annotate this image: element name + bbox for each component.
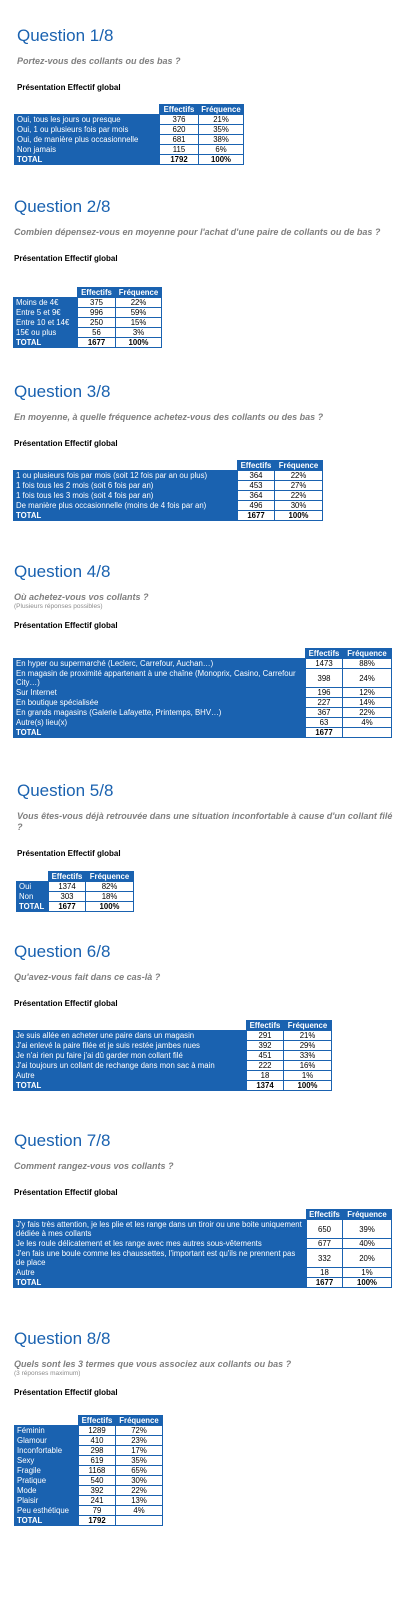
header-blank-cell xyxy=(17,872,49,882)
table-row xyxy=(15,1476,163,1486)
row-frequence: 24% xyxy=(343,669,392,688)
question-6-subtitle: Présentation Effectif global xyxy=(14,999,118,1008)
question-3-section xyxy=(14,382,394,449)
row-label: Je n'ai rien pu faire j'ai dû garder mon collant filé xyxy=(14,1051,247,1061)
question-4-note: (Plusieurs réponses possibles) xyxy=(14,603,103,610)
row-effectifs: 367 xyxy=(306,708,343,718)
row-frequence: 14% xyxy=(343,698,392,708)
row-effectifs: 451 xyxy=(247,1051,284,1061)
row-effectifs: 376 xyxy=(160,115,199,125)
row-label: Autre xyxy=(14,1268,307,1278)
header-blank-cell xyxy=(14,288,78,298)
row-frequence: 6% xyxy=(199,145,244,155)
total-label: TOTAL xyxy=(17,902,49,912)
row-frequence: 12% xyxy=(343,688,392,698)
row-effectifs: 18 xyxy=(307,1268,343,1278)
table-row xyxy=(14,718,392,728)
row-effectifs: 227 xyxy=(306,698,343,708)
question-7-title: Question 7/8 xyxy=(14,1131,111,1150)
table-total-row xyxy=(14,511,323,521)
row-label: En grands magasins (Galerie Lafayette, Printemps, BHV…) xyxy=(14,708,306,718)
question-6-table xyxy=(13,1020,332,1091)
table-header-row xyxy=(14,461,323,471)
row-frequence: 22% xyxy=(275,491,323,501)
row-frequence: 4% xyxy=(343,718,392,728)
row-label: Glamour xyxy=(15,1436,79,1446)
row-label: En boutique spécialisée xyxy=(14,698,306,708)
row-frequence: 65% xyxy=(116,1466,163,1476)
row-effectifs: 392 xyxy=(247,1041,284,1051)
row-label: Oui xyxy=(17,882,49,892)
row-effectifs: 996 xyxy=(78,308,116,318)
header-frequence: Fréquence xyxy=(275,461,323,471)
question-2-section xyxy=(14,197,394,264)
header-effectifs: Effectifs xyxy=(78,288,116,298)
row-frequence: 1% xyxy=(343,1268,392,1278)
question-4-subtitle: Présentation Effectif global xyxy=(14,621,118,630)
question-8-section xyxy=(14,1329,394,1398)
row-label: Mode xyxy=(15,1486,79,1496)
row-effectifs: 18 xyxy=(247,1071,284,1081)
total-effectifs: 1677 xyxy=(306,728,343,738)
row-label: Oui, de manière plus occasionnelle xyxy=(15,135,160,145)
row-frequence: 22% xyxy=(116,298,162,308)
row-effectifs: 241 xyxy=(79,1496,116,1506)
row-effectifs: 1168 xyxy=(79,1466,116,1476)
header-effectifs: Effectifs xyxy=(49,872,86,882)
question-8-title: Question 8/8 xyxy=(14,1329,111,1348)
table-row xyxy=(14,659,392,669)
question-6-title: Question 6/8 xyxy=(14,942,111,961)
header-frequence: Fréquence xyxy=(199,105,244,115)
table-row xyxy=(14,308,162,318)
row-effectifs: 291 xyxy=(247,1031,284,1041)
header-frequence: Fréquence xyxy=(86,872,134,882)
row-frequence: 39% xyxy=(343,1220,392,1239)
row-label: Entre 5 et 9€ xyxy=(14,308,78,318)
question-1-subtitle: Présentation Effectif global xyxy=(17,83,121,92)
table-row xyxy=(14,1051,332,1061)
question-5-table xyxy=(16,871,134,912)
question-3-subtitle: Présentation Effectif global xyxy=(14,439,118,448)
row-frequence: 16% xyxy=(284,1061,332,1071)
row-frequence: 72% xyxy=(116,1426,163,1436)
row-frequence: 15% xyxy=(116,318,162,328)
row-label: Je les roule délicatement et les range avec mes autres sous-vêtements xyxy=(14,1239,307,1249)
question-1-table xyxy=(14,104,244,165)
row-effectifs: 619 xyxy=(79,1456,116,1466)
row-frequence: 38% xyxy=(199,135,244,145)
row-label: Oui, tous les jours ou presque xyxy=(15,115,160,125)
table-row xyxy=(14,708,392,718)
row-effectifs: 79 xyxy=(79,1506,116,1516)
question-1-title: Question 1/8 xyxy=(17,26,114,45)
row-label: 1 fois tous les 3 mois (soit 4 fois par an) xyxy=(14,491,238,501)
row-label: Non xyxy=(17,892,49,902)
row-effectifs: 398 xyxy=(306,669,343,688)
total-label: TOTAL xyxy=(14,338,78,348)
header-blank-cell xyxy=(14,1021,247,1031)
table-row xyxy=(15,1486,163,1496)
table-row xyxy=(14,501,323,511)
row-frequence: 17% xyxy=(116,1446,163,1456)
row-label: J'ai toujours un collant de rechange dans mon sac à main xyxy=(14,1061,247,1071)
row-effectifs: 392 xyxy=(79,1486,116,1496)
table-header-row xyxy=(14,1021,332,1031)
total-effectifs: 1677 xyxy=(78,338,116,348)
row-effectifs: 222 xyxy=(247,1061,284,1071)
row-effectifs: 115 xyxy=(160,145,199,155)
question-1-text: Portez-vous des collants ou des bas ? xyxy=(17,56,181,66)
table-total-row xyxy=(15,155,244,165)
row-frequence: 4% xyxy=(116,1506,163,1516)
row-effectifs: 375 xyxy=(78,298,116,308)
table-total-row xyxy=(14,728,392,738)
row-frequence: 21% xyxy=(284,1031,332,1041)
table-row xyxy=(15,115,244,125)
row-effectifs: 364 xyxy=(238,471,275,481)
row-frequence: 18% xyxy=(86,892,134,902)
question-4-table xyxy=(13,648,392,738)
question-5-subtitle: Présentation Effectif global xyxy=(17,849,121,858)
header-effectifs: Effectifs xyxy=(307,1210,343,1220)
table-row xyxy=(15,1466,163,1476)
row-effectifs: 453 xyxy=(238,481,275,491)
row-label: Autre(s) lieu(x) xyxy=(14,718,306,728)
row-effectifs: 298 xyxy=(79,1446,116,1456)
table-row xyxy=(14,698,392,708)
total-effectifs: 1792 xyxy=(79,1516,116,1526)
total-effectifs: 1792 xyxy=(160,155,199,165)
question-2-text: Combien dépensez-vous en moyenne pour l'achat d'une paire de collants ou de bas ? xyxy=(14,227,381,237)
row-effectifs: 620 xyxy=(160,125,199,135)
header-frequence: Fréquence xyxy=(343,649,392,659)
table-row xyxy=(14,1249,392,1268)
row-label: Moins de 4€ xyxy=(14,298,78,308)
table-row xyxy=(15,1446,163,1456)
row-label: Je suis allée en acheter une paire dans un magasin xyxy=(14,1031,247,1041)
row-label: Fragile xyxy=(15,1466,79,1476)
table-row xyxy=(14,318,162,328)
question-5-title: Question 5/8 xyxy=(17,781,114,800)
row-effectifs: 250 xyxy=(78,318,116,328)
row-effectifs: 303 xyxy=(49,892,86,902)
question-6-section xyxy=(14,942,394,1009)
header-effectifs: Effectifs xyxy=(238,461,275,471)
table-row xyxy=(14,491,323,501)
row-effectifs: 63 xyxy=(306,718,343,728)
row-frequence: 22% xyxy=(116,1486,163,1496)
row-frequence: 20% xyxy=(343,1249,392,1268)
total-frequence: 100% xyxy=(86,902,134,912)
header-blank-cell xyxy=(14,461,238,471)
row-effectifs: 410 xyxy=(79,1436,116,1446)
question-7-section xyxy=(14,1131,394,1198)
header-frequence: Fréquence xyxy=(343,1210,392,1220)
question-7-text: Comment rangez-vous vos collants ? xyxy=(14,1161,174,1171)
row-label: Sur Internet xyxy=(14,688,306,698)
row-effectifs: 650 xyxy=(307,1220,343,1239)
row-label: J'en fais une boule comme les chaussettes, l'important est qu'ils ne prennent pas de place xyxy=(14,1249,307,1268)
table-total-row xyxy=(14,338,162,348)
total-label: TOTAL xyxy=(14,511,238,521)
row-frequence: 1% xyxy=(284,1071,332,1081)
table-row xyxy=(15,1436,163,1446)
table-row xyxy=(14,669,392,688)
table-row xyxy=(17,882,134,892)
header-effectifs: Effectifs xyxy=(160,105,199,115)
header-effectifs: Effectifs xyxy=(79,1416,116,1426)
row-frequence: 35% xyxy=(116,1456,163,1466)
table-row xyxy=(15,125,244,135)
total-frequence: 100% xyxy=(284,1081,332,1091)
row-frequence: 40% xyxy=(343,1239,392,1249)
total-frequence: 100% xyxy=(343,1278,392,1288)
table-row xyxy=(14,1061,332,1071)
row-label: Pratique xyxy=(15,1476,79,1486)
row-frequence: 33% xyxy=(284,1051,332,1061)
row-label: 1 ou plusieurs fois par mois (soit 12 fois par an ou plus) xyxy=(14,471,238,481)
row-effectifs: 1289 xyxy=(79,1426,116,1436)
table-header-row xyxy=(14,1210,392,1220)
row-frequence: 35% xyxy=(199,125,244,135)
table-row xyxy=(15,1496,163,1506)
row-effectifs: 1374 xyxy=(49,882,86,892)
table-row xyxy=(14,471,323,481)
table-total-row xyxy=(15,1516,163,1526)
question-4-title: Question 4/8 xyxy=(14,562,111,581)
row-frequence: 30% xyxy=(116,1476,163,1486)
table-row xyxy=(15,135,244,145)
row-effectifs: 540 xyxy=(79,1476,116,1486)
question-3-title: Question 3/8 xyxy=(14,382,111,401)
table-row xyxy=(14,1071,332,1081)
table-row xyxy=(14,1041,332,1051)
header-frequence: Fréquence xyxy=(116,1416,163,1426)
table-row xyxy=(14,1031,332,1041)
row-frequence: 29% xyxy=(284,1041,332,1051)
table-header-row xyxy=(14,288,162,298)
row-label: En magasin de proximité appartenant à une chaîne (Monoprix, Casino, Carrefour City…) xyxy=(14,669,306,688)
total-effectifs: 1677 xyxy=(49,902,86,912)
row-frequence: 3% xyxy=(116,328,162,338)
row-frequence: 22% xyxy=(275,471,323,481)
table-row xyxy=(14,328,162,338)
row-frequence: 30% xyxy=(275,501,323,511)
total-frequence: 100% xyxy=(116,338,162,348)
total-label: TOTAL xyxy=(14,728,306,738)
table-total-row xyxy=(14,1278,392,1288)
table-header-row xyxy=(15,105,244,115)
table-row xyxy=(17,892,134,902)
row-frequence: 27% xyxy=(275,481,323,491)
row-label: De manière plus occasionnelle (moins de 4 fois par an) xyxy=(14,501,238,511)
row-frequence: 13% xyxy=(116,1496,163,1506)
question-1-section xyxy=(17,26,397,93)
row-label: Entre 10 et 14€ xyxy=(14,318,78,328)
row-frequence: 21% xyxy=(199,115,244,125)
question-2-table xyxy=(13,287,162,348)
table-row xyxy=(15,1506,163,1516)
header-effectifs: Effectifs xyxy=(306,649,343,659)
row-label: Féminin xyxy=(15,1426,79,1436)
row-label: En hyper ou supermarché (Leclerc, Carrefour, Auchan…) xyxy=(14,659,306,669)
table-header-row xyxy=(17,872,134,882)
question-3-table xyxy=(13,460,323,521)
total-label: TOTAL xyxy=(15,155,160,165)
row-label: 15€ ou plus xyxy=(14,328,78,338)
table-row xyxy=(14,1220,392,1239)
header-blank-cell xyxy=(15,1416,79,1426)
row-effectifs: 364 xyxy=(238,491,275,501)
row-label: J'y fais très attention, je les plie et les range dans un tiroir ou une boite uniquement dédiée à mes collants xyxy=(14,1220,307,1239)
total-frequence: 100% xyxy=(199,155,244,165)
table-total-row xyxy=(17,902,134,912)
total-label: TOTAL xyxy=(15,1516,79,1526)
total-effectifs: 1677 xyxy=(238,511,275,521)
row-label: Sexy xyxy=(15,1456,79,1466)
row-label: Non jamais xyxy=(15,145,160,155)
row-frequence: 82% xyxy=(86,882,134,892)
header-blank-cell xyxy=(15,105,160,115)
question-8-table xyxy=(14,1415,163,1526)
row-frequence: 22% xyxy=(343,708,392,718)
table-row xyxy=(15,145,244,155)
total-frequence: 100% xyxy=(275,511,323,521)
header-frequence: Fréquence xyxy=(284,1021,332,1031)
row-effectifs: 681 xyxy=(160,135,199,145)
table-row xyxy=(14,1239,392,1249)
row-effectifs: 332 xyxy=(307,1249,343,1268)
question-4-section xyxy=(14,562,394,631)
table-total-row xyxy=(14,1081,332,1091)
row-label: Peu esthétique xyxy=(15,1506,79,1516)
header-blank-cell xyxy=(14,649,306,659)
row-label: Oui, 1 ou plusieurs fois par mois xyxy=(15,125,160,135)
question-8-note: (3 réponses maximum) xyxy=(14,1370,81,1377)
row-frequence: 59% xyxy=(116,308,162,318)
header-effectifs: Effectifs xyxy=(247,1021,284,1031)
table-row xyxy=(14,298,162,308)
question-3-text: En moyenne, à quelle fréquence achetez-vous des collants ou des bas ? xyxy=(14,412,324,422)
table-row xyxy=(14,1268,392,1278)
row-label: J'ai enlevé la paire filée et je suis restée jambes nues xyxy=(14,1041,247,1051)
table-row xyxy=(15,1426,163,1436)
question-5-section xyxy=(17,781,397,859)
header-blank-cell xyxy=(14,1210,307,1220)
row-frequence: 88% xyxy=(343,659,392,669)
question-4-text: Où achetez-vous vos collants ? xyxy=(14,592,149,602)
question-5-text: Vous êtes-vous déjà retrouvée dans une situation inconfortable à cause d'un collant filé ? xyxy=(17,811,393,832)
table-row xyxy=(15,1456,163,1466)
row-label: Inconfortable xyxy=(15,1446,79,1456)
header-frequence: Fréquence xyxy=(116,288,162,298)
total-effectifs: 1677 xyxy=(307,1278,343,1288)
table-header-row xyxy=(15,1416,163,1426)
table-row xyxy=(14,481,323,491)
total-label: TOTAL xyxy=(14,1081,247,1091)
row-frequence: 23% xyxy=(116,1436,163,1446)
question-2-title: Question 2/8 xyxy=(14,197,111,216)
row-effectifs: 496 xyxy=(238,501,275,511)
row-label: 1 fois tous les 2 mois (soit 6 fois par an) xyxy=(14,481,238,491)
total-frequence xyxy=(343,728,392,738)
row-effectifs: 196 xyxy=(306,688,343,698)
table-row xyxy=(14,688,392,698)
total-frequence xyxy=(116,1516,163,1526)
question-6-text: Qu'avez-vous fait dans ce cas-là ? xyxy=(14,972,161,982)
question-2-subtitle: Présentation Effectif global xyxy=(14,254,118,263)
row-effectifs: 1473 xyxy=(306,659,343,669)
question-7-subtitle: Présentation Effectif global xyxy=(14,1188,118,1197)
row-label: Plaisir xyxy=(15,1496,79,1506)
question-8-text: Quels sont les 3 termes que vous associez aux collants ou bas ? xyxy=(14,1359,292,1369)
total-effectifs: 1374 xyxy=(247,1081,284,1091)
row-effectifs: 56 xyxy=(78,328,116,338)
question-7-table xyxy=(13,1209,392,1288)
table-header-row xyxy=(14,649,392,659)
question-8-subtitle: Présentation Effectif global xyxy=(14,1388,118,1397)
total-label: TOTAL xyxy=(14,1278,307,1288)
row-label: Autre xyxy=(14,1071,247,1081)
row-effectifs: 677 xyxy=(307,1239,343,1249)
